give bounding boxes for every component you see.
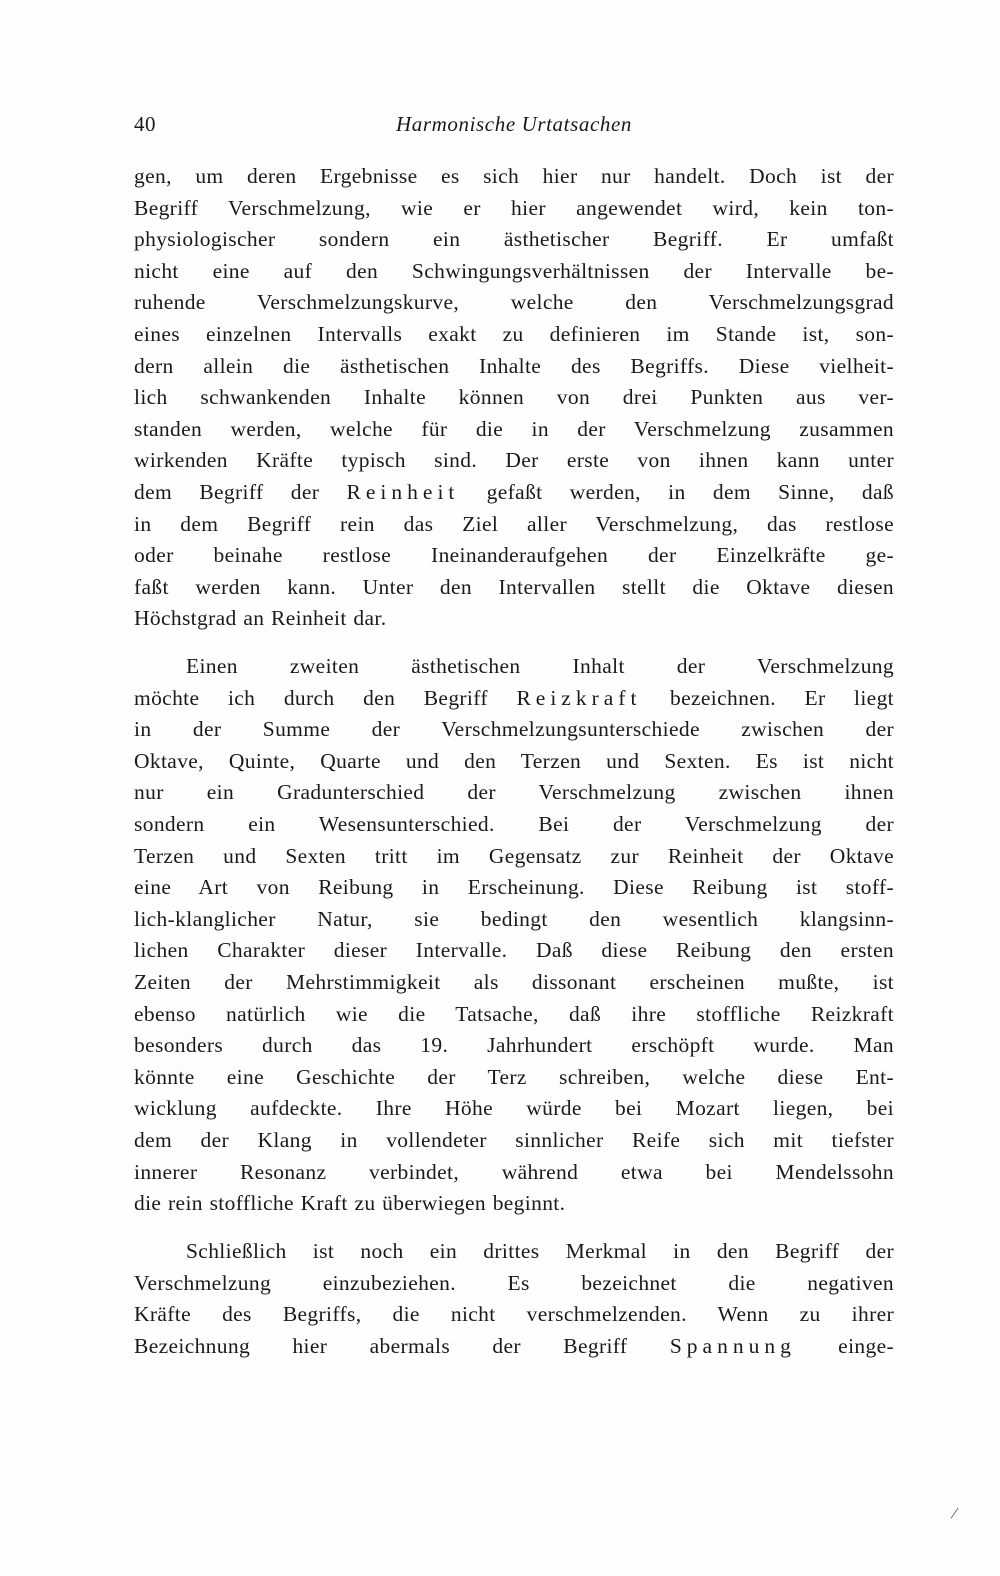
body-text — [134, 161, 894, 1362]
text-line: innerer Resonanz verbindet, während etwa bei Mendelssohn — [134, 1159, 894, 1184]
text-line: Begriff Verschmelzung, wie er hier angewendet wird, kein ton- — [134, 195, 894, 220]
text-segment: einge- — [795, 1333, 894, 1358]
text-line: in dem Begriff rein das Ziel aller Verschmelzung, das restlose — [134, 511, 894, 536]
text-segment: Bezeichnung hier abermals der Begriff — [134, 1333, 670, 1358]
page-number: 40 — [134, 112, 156, 136]
text-line: die rein stoffliche Kraft zu überwiegen beginnt. — [134, 1191, 566, 1216]
page-header — [134, 112, 894, 142]
text-line: Schließlich ist noch ein drittes Merkmal in den Begriff der — [186, 1238, 894, 1263]
text-line: in der Summe der Verschmelzungsunterschiede zwischen der — [134, 717, 894, 742]
text-line: Kräfte des Begriffs, die nicht verschmelzenden. Wenn zu ihrer — [134, 1302, 894, 1327]
text-line: oder beinahe restlose Ineinanderaufgehen der Einzelkräfte ge- — [134, 543, 894, 568]
text-line: dem der Klang in vollendeter sinnlicher Reife sich mit tiefster — [134, 1128, 894, 1152]
text-line: Terzen und Sexten tritt im Gegensatz zur Reinheit der Oktave — [134, 843, 894, 868]
spaced-term-reinheit: Reinheit — [346, 479, 460, 504]
text-line: Höchstgrad an Reinheit dar. — [134, 606, 387, 631]
text-line: Verschmelzung einzubeziehen. Es bezeichnet die negativen — [134, 1270, 894, 1295]
text-line: physiologischer sondern ein ästhetischer Begriff. Er umfaßt — [134, 227, 894, 252]
text-line-reinheit — [134, 477, 894, 509]
text-segment: bezeichnen. Er liegt — [641, 685, 895, 710]
paragraph-gap — [134, 635, 894, 651]
text-line: dern allein die ästhetischen Inhalte des Begriffs. Diese vielheit- — [134, 353, 894, 378]
text-line: Oktave, Quinte, Quarte und den Terzen und Sexten. Es ist nicht — [134, 748, 894, 773]
text-line: faßt werden kann. Unter den Intervallen stellt die Oktave diesen — [134, 574, 894, 599]
text-line: gen, um deren Ergebnisse es sich hier nur handelt. Doch ist der — [134, 164, 894, 188]
text-segment: dem Begriff der — [134, 479, 347, 504]
text-segment: gefaßt werden, in dem Sinne, daß — [459, 479, 895, 504]
text-line: Einen zweiten ästhetischen Inhalt der Verschmelzung — [186, 654, 894, 679]
text-line: lich schwankenden Inhalte können von drei Punkten aus ver- — [134, 385, 894, 410]
paragraph-gap — [134, 1220, 894, 1236]
text-line-spannung — [134, 1331, 894, 1363]
text-line: lichen Charakter dieser Intervalle. Daß diese Reibung den ersten — [134, 938, 894, 963]
text-line: eines einzelnen Intervalls exakt zu definieren im Stande ist, son- — [134, 321, 894, 346]
spaced-term-spannung: Spannung — [669, 1333, 796, 1358]
text-line: lich-klanglicher Natur, sie bedingt den wesentlich klangsinn- — [134, 906, 894, 931]
text-line: eine Art von Reibung in Erscheinung. Diese Reibung ist stoff- — [134, 875, 894, 900]
text-line: wicklung aufdeckte. Ihre Höhe würde bei Mozart liegen, bei — [134, 1096, 894, 1121]
text-line-reizkraft — [134, 683, 894, 715]
text-line: besonders durch das 19. Jahrhundert erschöpft wurde. Man — [134, 1033, 894, 1058]
text-segment: möchte ich durch den Begriff — [134, 685, 517, 710]
text-line: ruhende Verschmelzungskurve, welche den Verschmelzungsgrad — [134, 290, 894, 315]
corner-mark: / — [949, 1502, 960, 1524]
running-title: Harmonische Urtatsachen — [395, 112, 633, 136]
text-line: Zeiten der Mehrstimmigkeit als dissonant erscheinen mußte, ist — [134, 970, 894, 995]
text-line: ebenso natürlich wie die Tatsache, daß ihre stoffliche Reizkraft — [134, 1001, 894, 1026]
text-line: sondern ein Wesensunterschied. Bei der Verschmelzung der — [134, 812, 894, 837]
spaced-term-reizkraft: Reizkraft — [516, 685, 642, 710]
text-line: nur ein Gradunterschied der Verschmelzung zwischen ihnen — [134, 780, 894, 805]
text-line: nicht eine auf den Schwingungsverhältnissen der Intervalle be- — [134, 258, 894, 283]
text-line: könnte eine Geschichte der Terz schreiben, welche diese Ent- — [134, 1064, 894, 1089]
text-line: standen werden, welche für die in der Verschmelzung zusammen — [134, 416, 894, 441]
text-line: wirkenden Kräfte typisch sind. Der erste von ihnen kann unter — [134, 448, 894, 473]
